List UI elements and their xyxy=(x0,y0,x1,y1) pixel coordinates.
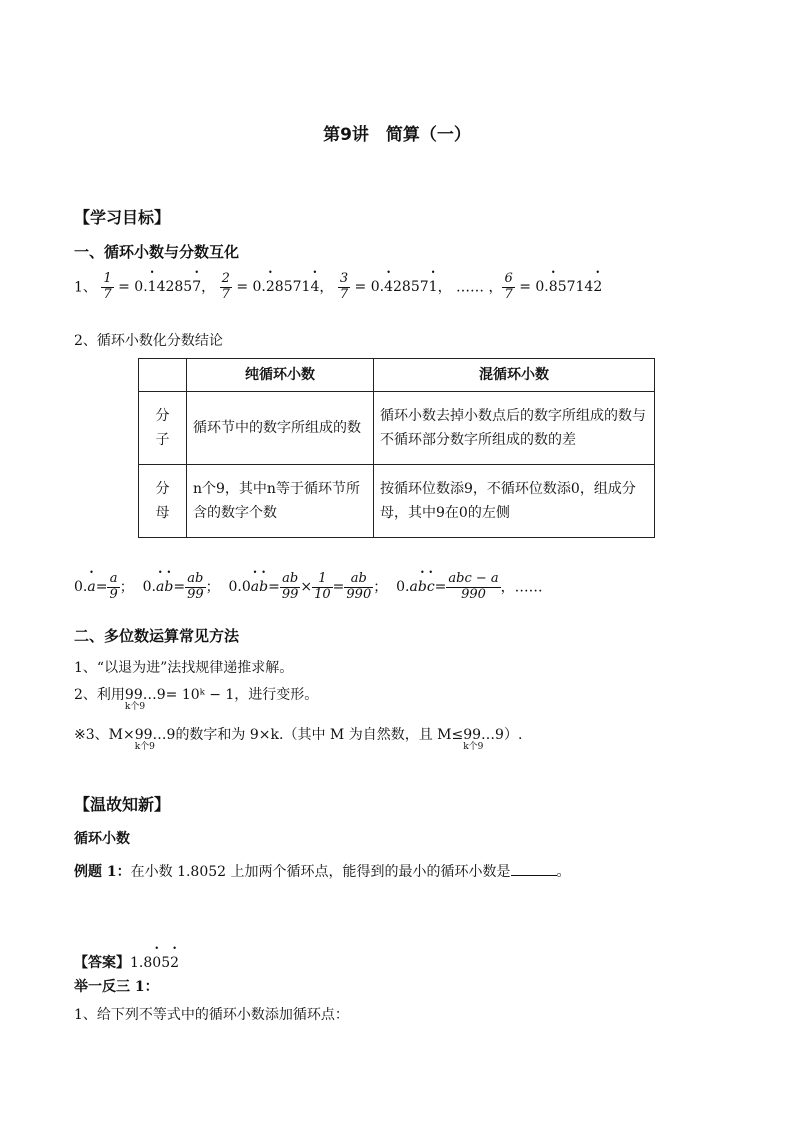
example-4: 0.a• b• c= $\frac{\text{abc − a}}{990}$ xyxy=(396,579,501,595)
numerator-mixed: 循环小数去掉小数点后的数字所组成的数与 不循环部分数字所组成的数的差 xyxy=(374,392,655,465)
fraction-decimal-line: 1、 $\frac{1}{7}$ = 0.• 14285• 7， $\frac{2}{7}$ = 0.• 28571• 4， $\frac{3}{7}$ = 0.• 42857• 1， …… ， $\frac{6}{7}$ = 0.• 85714• 2 xyxy=(74,272,602,303)
learning-goals-header: 【学习目标】 xyxy=(74,208,171,227)
section2-heading: 二、多位数运算常见方法 xyxy=(74,627,240,645)
page-title: 第9讲 简算（一） xyxy=(323,125,471,145)
answer-line: 【答案】1.8• 05• 2 xyxy=(74,952,179,972)
fraction-6-7: $\frac{6}{7}$ xyxy=(504,271,513,302)
example-3: 0.0• a• b= $\frac{ab}{99}$ × $\frac{1}{10}$ = $\frac{ab}{990}$ xyxy=(229,579,374,595)
fraction-3-7: $\frac{3}{7}$ xyxy=(339,271,349,302)
example-1: 0.• a= $\frac{a}{9}$ xyxy=(74,579,120,595)
example-2: 0.• a• b= $\frac{ab}{99}$ xyxy=(143,579,206,595)
review-header: 【温故知新】 xyxy=(74,795,171,814)
nines-k: 99…9 k个9 xyxy=(124,687,166,712)
answer-blank xyxy=(511,863,557,876)
method-2: 2、利用99…9 k个9 = 10ᵏ − 1，进行变形。 xyxy=(74,687,319,712)
item-number: 1、 xyxy=(74,279,97,296)
decimal-2-7: = 0.• 28571• 4 xyxy=(236,279,319,295)
row-denominator-head: 分 母 xyxy=(139,465,187,538)
conversion-examples: 0.• a= $\frac{a}{9}$ ； 0.• a• b= $\frac{ab}{99}$ ； 0.0• a• b= $\frac{ab}{99}$ × $\frac{1}{10}$ = $\frac{ab}{990}$ ； 0.a• b• c= $\frac{\text{abc − a}}{990}$ ，…… xyxy=(74,572,543,603)
nines-k-2: 99…9 k个9 xyxy=(134,727,176,752)
decimal-6-7: = 0.• 85714• 2 xyxy=(519,279,602,295)
section1-heading: 一、循环小数与分数互化 xyxy=(74,243,240,261)
item2-text: 2、循环小数化分数结论 xyxy=(74,333,223,349)
practice-text: 1、给下列不等式中的循环小数添加循环点： xyxy=(74,1007,349,1023)
decimal-1-7: = 0.• 14285• 7 xyxy=(118,279,201,295)
fraction-2-7: $\frac{2}{7}$ xyxy=(221,271,230,302)
method-1: 1、“以退为进”法找规律递推求解。 xyxy=(74,660,294,676)
method-3: ※3、M×99…9 k个9 的数字和为 9×k.（其中 M 为自然数，且 M≤99…9 k个9 ）. xyxy=(74,727,523,752)
review-subheading: 循环小数 xyxy=(74,831,130,847)
denominator-pure: n个9，其中n等于循环节所含的数字个数 xyxy=(187,465,374,538)
practice-label: 举一反三 1： xyxy=(74,979,159,995)
numerator-pure: 循环节中的数字所组成的数 xyxy=(187,392,374,465)
conversion-table xyxy=(138,358,655,538)
denominator-mixed: 按循环位数添9，不循环位数添0，组成分母，其中9在0的左侧 xyxy=(374,465,655,538)
example-problem-1: 例题 1：在小数 1.8052 上加两个循环点，能得到的最小的循环小数是 。 xyxy=(74,864,571,880)
fraction-1-7: $\frac{1}{7}$ xyxy=(103,271,112,302)
header-pure-repeating: 纯循环小数 xyxy=(187,359,374,392)
row-numerator-head: 分 子 xyxy=(139,392,187,465)
table-corner xyxy=(139,359,187,392)
header-mixed-repeating: 混循环小数 xyxy=(374,359,655,392)
nines-k-3: 99…9 k个9 xyxy=(463,727,504,752)
ellipsis: …… xyxy=(456,279,485,296)
decimal-3-7: = 0.• 42857• 1 xyxy=(355,279,438,295)
